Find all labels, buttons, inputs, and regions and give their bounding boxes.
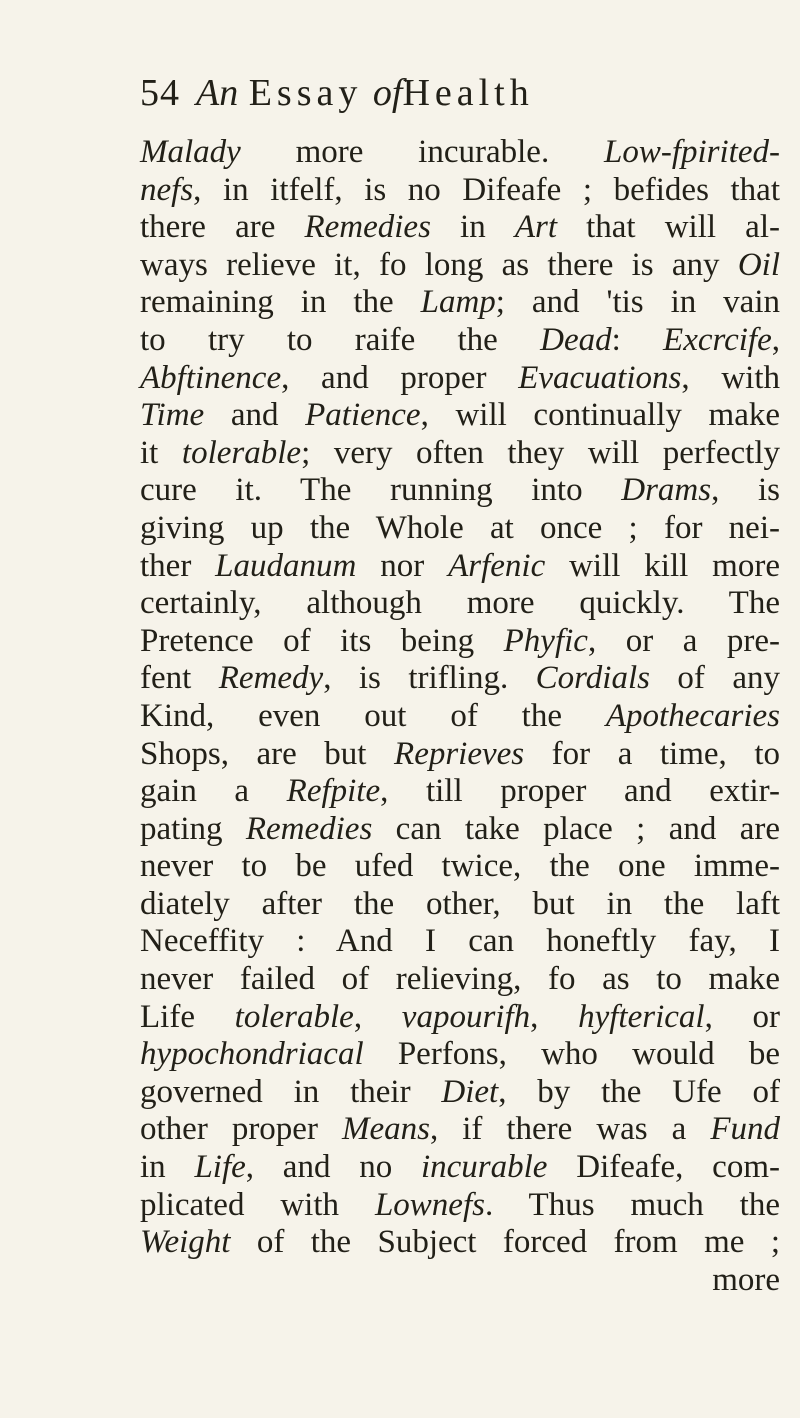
text-segment: , in itfelf, is no Difeafe ; befides that (193, 171, 780, 208)
text-segment: cure it. The running into (140, 472, 622, 509)
text-segment: ther (140, 547, 216, 584)
text-line (140, 848, 780, 886)
italic-text: Lownefs (374, 1186, 485, 1223)
text-segment: to try to raife the (140, 321, 541, 358)
text-segment: ; very often they will perfectly (301, 434, 780, 471)
text-segment: , and proper (281, 359, 519, 396)
text-line (140, 811, 780, 849)
text-line (140, 284, 780, 322)
text-segment: and (204, 397, 306, 434)
italic-text: Laudanum (215, 547, 357, 584)
text-line (140, 773, 780, 811)
italic-text: vapourifh (401, 998, 531, 1035)
text-segment: , will continually make (420, 397, 780, 434)
italic-text: Weight (140, 1224, 231, 1261)
text-segment: , (353, 998, 402, 1035)
text-segment: gain a (140, 773, 287, 810)
text-segment: nor (356, 547, 449, 584)
italic-text: Life (194, 1149, 246, 1186)
text-line (140, 209, 780, 247)
text-segment: for a time, to (524, 735, 780, 772)
text-line (140, 134, 780, 172)
text-segment: , (530, 998, 579, 1035)
italic-text: Fund (710, 1111, 780, 1148)
header-title-of: of (372, 72, 403, 114)
italic-text: tolerable (181, 434, 302, 471)
italic-text: Diet (441, 1073, 499, 1110)
text-line (140, 548, 780, 586)
text-line (140, 247, 780, 285)
text-segment: Life (140, 998, 235, 1035)
text-segment: , (771, 321, 780, 358)
text-segment: giving up the Whole at once ; for nei- (140, 509, 780, 546)
text-segment: , till proper and extir- (380, 773, 780, 810)
text-segment: , and no (245, 1149, 421, 1186)
italic-text: Malady (140, 134, 241, 170)
text-line (140, 472, 780, 510)
text-segment: . Thus much the (484, 1186, 780, 1223)
text-segment: Neceffity : And I can honeftly fay, I (140, 923, 780, 960)
text-segment: there are (140, 209, 305, 246)
text-line (140, 360, 780, 398)
text-line (140, 961, 780, 999)
text-line (140, 1111, 780, 1149)
italic-text: Cordials (535, 660, 650, 697)
text-line (140, 397, 780, 435)
header-title-health: Health (402, 72, 534, 114)
text-segment: never failed of relieving, fo as to make (140, 961, 780, 998)
text-segment: diately after the other, but in the laft (140, 885, 780, 922)
text-segment: Difeafe, com- (547, 1149, 780, 1186)
text-line (140, 322, 780, 360)
italic-text: Phyfic (503, 622, 588, 659)
text-segment: , or a pre- (587, 622, 780, 659)
text-line (140, 1187, 780, 1225)
italic-text: Dead (540, 321, 612, 358)
text-segment: , is trifling. (323, 660, 536, 697)
text-segment: in (430, 209, 515, 246)
text-line (140, 510, 780, 548)
text-line (140, 1224, 780, 1262)
catchword: more (712, 1261, 780, 1298)
italic-text: Art (514, 209, 557, 246)
italic-text: Remedy (218, 660, 324, 697)
italic-text: Evacuations (518, 359, 682, 396)
text-line (140, 435, 780, 473)
text-segment: , if there was a (429, 1111, 711, 1148)
text-segment: in (140, 1149, 195, 1186)
italic-text: Remedies (304, 209, 431, 246)
header-title-essay: Essay (248, 72, 363, 114)
italic-text: Drams (621, 472, 712, 509)
body-text (140, 134, 780, 1299)
italic-text: Arfenic (448, 547, 546, 584)
text-segment: governed in their (140, 1073, 442, 1110)
text-segment: , by the Ufe of (498, 1073, 780, 1110)
italic-text: Lamp (420, 284, 496, 321)
text-segment: certainly, although more quickly. The (140, 585, 780, 622)
text-segment: fent (140, 660, 219, 697)
text-segment: remaining in the (140, 284, 421, 321)
text-segment: never to be ufed twice, the one imme- (140, 848, 780, 885)
page-number: 54 (140, 72, 180, 114)
text-line (140, 698, 780, 736)
italic-text: Low-fpirited- (603, 134, 780, 170)
text-segment: that will al- (557, 209, 780, 246)
text-segment: it (140, 434, 182, 471)
running-header (140, 74, 760, 112)
italic-text: Patience (305, 397, 421, 434)
italic-text: Apothecaries (605, 697, 780, 734)
text-segment: , with (681, 359, 780, 396)
header-title-an: An (196, 72, 239, 114)
italic-text: Abftinence (140, 359, 282, 396)
text-segment: , is (711, 472, 781, 509)
text-line (140, 172, 780, 210)
text-line (140, 1036, 780, 1074)
italic-text: Remedies (245, 810, 373, 847)
text-line (140, 886, 780, 924)
text-line (140, 736, 780, 774)
text-segment: of the Subject forced from me ; (230, 1224, 780, 1261)
text-segment: ways relieve it, fo long as there is any (140, 246, 738, 283)
text-segment: will kill more (545, 547, 780, 584)
italic-text: Time (140, 397, 205, 434)
italic-text: Oil (737, 246, 780, 283)
text-segment: ; and 'tis in vain (495, 284, 780, 321)
italic-text: Reprieves (394, 735, 525, 772)
text-line (140, 585, 780, 623)
text-segment: more incurable. (240, 134, 604, 170)
text-line (140, 999, 780, 1037)
text-line (140, 1074, 780, 1112)
text-line (140, 1149, 780, 1187)
text-segment: of any (649, 660, 780, 697)
text-segment: plicated with (140, 1186, 375, 1223)
italic-text: tolerable (234, 998, 354, 1035)
text-segment: Pretence of its being (140, 622, 504, 659)
text-segment: other proper (140, 1111, 342, 1148)
italic-text: Excrcife (663, 321, 772, 358)
italic-text: hyfterical (578, 998, 705, 1035)
text-segment: , or (704, 998, 781, 1035)
text-segment: can take place ; and are (372, 810, 781, 847)
text-line (140, 923, 780, 961)
italic-text: Means (341, 1111, 430, 1148)
text-segment: Kind, even out of the (140, 697, 606, 734)
italic-text: hypochondriacal (140, 1036, 364, 1073)
text-segment: : (611, 321, 664, 358)
italic-text: Refpite (286, 773, 381, 810)
text-segment: pating (140, 810, 246, 847)
text-segment: Shops, are but (140, 735, 395, 772)
text-line (140, 623, 780, 661)
text-line (140, 660, 780, 698)
italic-text: nefs (140, 171, 194, 208)
italic-text: incurable (420, 1149, 548, 1186)
text-segment: Perfons, who would be (363, 1036, 780, 1073)
